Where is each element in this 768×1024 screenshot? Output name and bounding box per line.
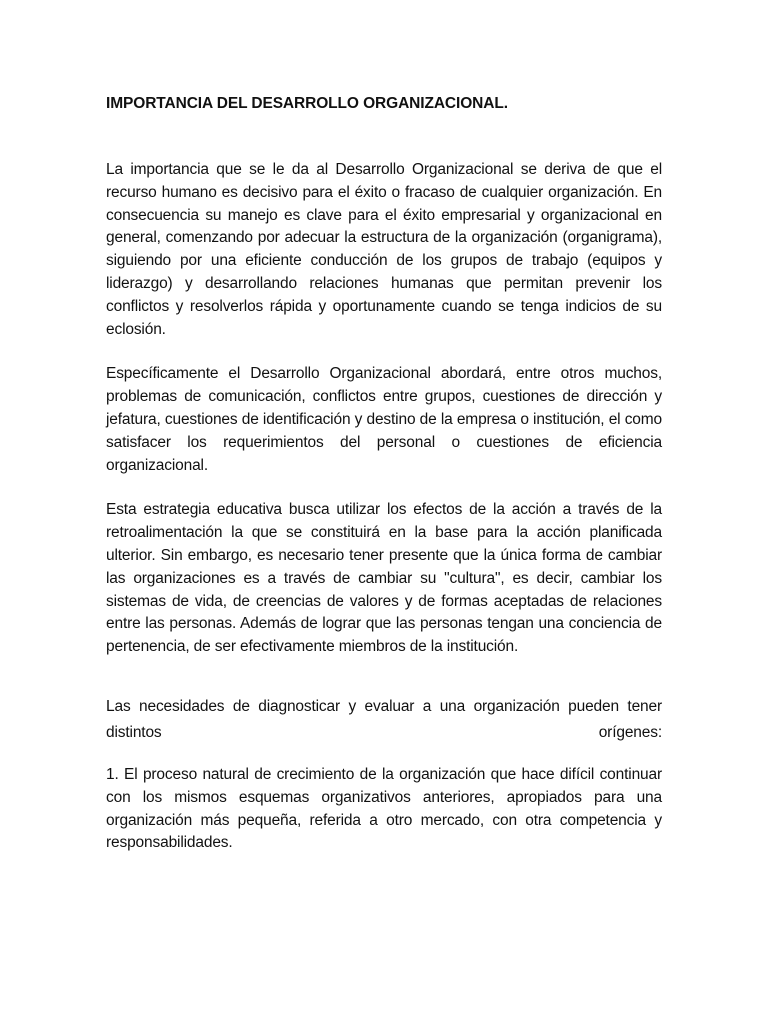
- document-title: IMPORTANCIA DEL DESARROLLO ORGANIZACIONAL.: [106, 95, 508, 112]
- paragraph-needs: Las necesidades de diagnosticar y evaluar a una organización pueden tener distintos orígenes:: [106, 697, 662, 741]
- paragraph-strategy: Esta estrategia educativa busca utilizar los efectos de la acción a través de la retroalimentación la que se constituirá en la base para la acción planificada ulterior. Sin embargo, es necesario tener presente que la única forma de cambiar las organizaciones es a través de cambiar su "cultura", es decir, cambiar los sistemas de vida, de creencias de valores y de formas aceptadas de relaciones entre las personas. Además de lograr que las personas tengan una conciencia de pertenencia, de ser efectivamente miembros de la institución.: [106, 501, 662, 656]
- document-page: [106, 93, 662, 855]
- paragraph-item-1: 1. El proceso natural de crecimiento de la organización que hace difícil continuar con los mismos esquemas organizativos anteriores, apropiados para una organización más pequeña, referida a otro mercado, con otra competencia y responsabilidades.: [106, 765, 662, 852]
- paragraph-importance: La importancia que se le da al Desarrollo Organizacional se deriva de que el recurso humano es decisivo para el éxito o fracaso de cualquier organización. En consecuencia su manejo es clave para el éxito empresarial y organizacional en general, comenzando por adecuar la estructura de la organización (organigrama), siguiendo por una eficiente conducción de los grupos de trabajo (equipos y liderazgo) y desarrollando relaciones humanas que permitan prevenir los conflictos y resolverlos rápida y oportunamente cuando se tenga indicios de su eclosión.: [106, 161, 662, 338]
- paragraph-specifically: Específicamente el Desarrollo Organizacional abordará, entre otros muchos, problemas de comunicación, conflictos entre grupos, cuestiones de dirección y jefatura, cuestiones de identificación y destino de la empresa o institución, el como satisfacer los requerimientos del personal o cuestiones de eficiencia organizacional.: [106, 365, 662, 474]
